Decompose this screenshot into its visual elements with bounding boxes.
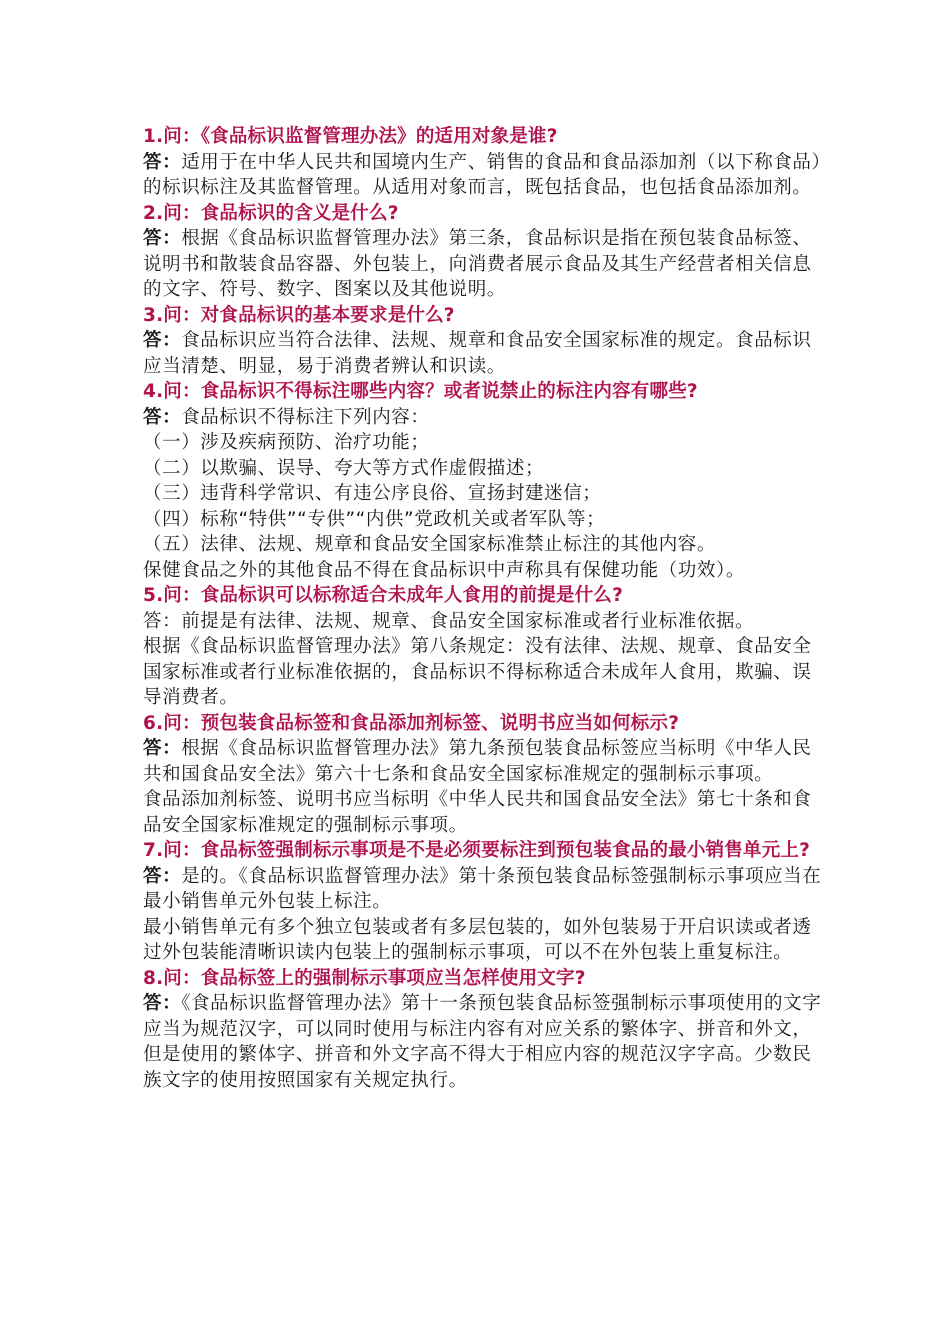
question-heading: 4.问：食品标识不得标注哪些内容？或者说禁止的标注内容有哪些?	[143, 381, 698, 402]
question-heading: 5.问：食品标识可以标称适合未成年人食用的前提是什么?	[143, 585, 624, 606]
answer-paragraph: 答：适用于在中华人民共和国境内生产、销售的食品和食品添加剂（以下称食品）的标识标注及其监督管理。从适用对象而言，既包括食品，也包括食品添加剂。	[143, 151, 822, 198]
answer-paragraph: 答：《食品标识监督管理办法》第十一条预包装食品标签强制标示事项使用的文字应当为规范汉字，可以同时使用与标注内容有对应关系的繁体字、拼音和外文，但是使用的繁体字、拼音和外文字高不得大于相应内容的规范汉字字高。少数民族文字的使用按照国家有关规定执行。	[143, 993, 822, 1091]
question-heading: 8.问：食品标签上的强制标示事项应当怎样使用文字?	[143, 967, 586, 989]
question-heading: 2.问：食品标识的含义是什么?	[143, 202, 399, 224]
answer-label: 答：	[143, 738, 182, 759]
answer-paragraph: 根据《食品标识监督管理办法》第八条规定：没有法律、法规、规章、食品安全国家标准或者行业标准依据的，食品标识不得标称适合未成年人食用，欺骗、误导消费者。	[143, 636, 812, 708]
question-heading: 3.问：对食品标识的基本要求是什么?	[143, 304, 455, 326]
list-item: （三）违背科学常识、有违公序良俗、宣扬封建迷信；	[143, 483, 602, 504]
answer-paragraph: 答：食品标识不得标注下列内容：	[143, 406, 430, 428]
answer-paragraph: 答：根据《食品标识监督管理办法》第三条，食品标识是指在预包装食品标签、说明书和散装食品容器、外包装上，向消费者展示食品及其生产经营者相关信息的文字、符号、数字、图案以及其他说明。	[143, 228, 812, 300]
list-item: （一）涉及疾病预防、治疗功能；	[143, 432, 430, 453]
answer-paragraph: 答：根据《食品标识监督管理办法》第九条预包装食品标签应当标明《中华人民共和国食品安全法》第六十七条和食品安全国家标准规定的强制标示事项。	[143, 738, 812, 785]
list-item: （四）标称“特供”“专供”“内供”党政机关或者军队等；	[143, 508, 606, 530]
list-item: （五）法律、法规、规章和食品安全国家标准禁止标注的其他内容。	[143, 534, 717, 555]
question-heading: 7.问：食品标签强制标示事项是不是必须要标注到预包装食品的最小销售单元上?	[143, 840, 811, 861]
answer-paragraph: 答：食品标识应当符合法律、法规、规章和食品安全国家标准的规定。食品标识应当清楚、明显，易于消费者辨认和识读。	[143, 330, 812, 377]
answer-paragraph: 食品添加剂标签、说明书应当标明《中华人民共和国食品安全法》第七十条和食品安全国家标准规定的强制标示事项。	[143, 789, 812, 836]
answer-paragraph: 答：前提是有法律、法规、规章、食品安全国家标准或者行业标准依据。	[143, 610, 755, 632]
answer-label: 答：	[143, 228, 182, 249]
answer-paragraph: 保健食品之外的其他食品不得在食品标识中声称具有保健功能（功效）。	[143, 559, 745, 581]
answer-label: 答：	[143, 151, 182, 173]
question-heading: 1.问：《食品标识监督管理办法》的适用对象是谁?	[143, 126, 558, 147]
answer-paragraph: 最小销售单元有多个独立包装或者有多层包装的，如外包装易于开启识读或者透过外包装能清晰识读内包装上的强制标示事项，可以不在外包装上重复标注。	[143, 916, 812, 963]
answer-label: 答：	[143, 993, 182, 1014]
answer-label: 答：	[143, 406, 182, 428]
answer-label: 答：	[143, 330, 182, 351]
question-heading: 6.问：预包装食品标签和食品添加剂标签、说明书应当如何标示?	[143, 712, 680, 734]
document-body	[143, 124, 823, 1093]
answer-label: 答：	[143, 865, 182, 887]
list-item: （二）以欺骗、误导、夸大等方式作虚假描述；	[143, 457, 545, 479]
answer-label: 答：	[143, 610, 182, 632]
answer-paragraph: 答：是的。《食品标识监督管理办法》第十条预包装食品标签强制标示事项应当在最小销售单元外包装上标注。	[143, 865, 822, 912]
